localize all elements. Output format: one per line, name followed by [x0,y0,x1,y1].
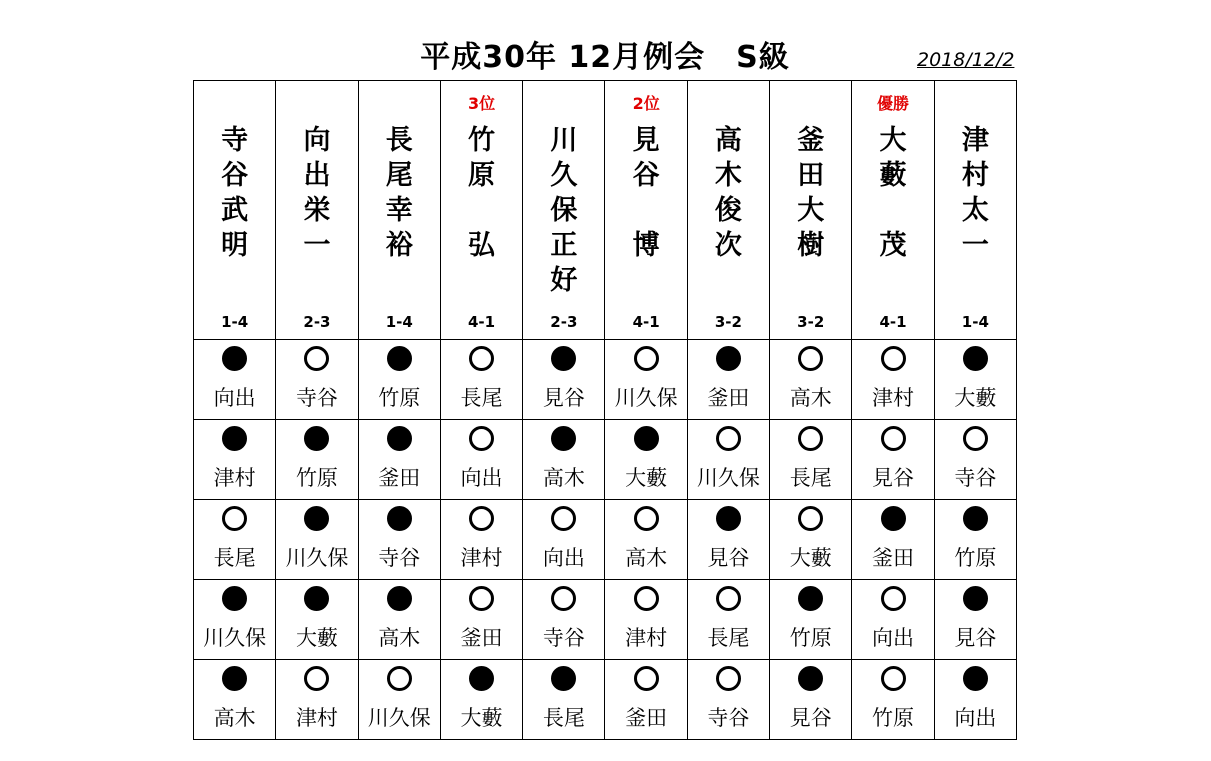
player-name: 津 村 太 一 [961,125,989,261]
player-rank [770,91,851,111]
loss-circle-icon [798,586,823,611]
game-cell [276,580,358,660]
win-circle-icon [469,506,494,531]
opponent-name: 向出 [460,466,503,490]
game-cell [440,420,522,500]
opponent-name: 向出 [213,386,256,410]
opponent-name: 寺谷 [542,626,585,650]
player-rank [194,91,275,111]
result-mark [523,506,604,540]
game-cell [770,660,852,740]
opponent-name: 釜田 [872,546,915,570]
opponent-name: 向出 [542,546,585,570]
win-circle-icon [304,666,329,691]
result-mark [359,426,440,460]
result-mark [523,426,604,460]
game-cell [605,500,687,580]
loss-circle-icon [798,666,823,691]
opponent-name: 竹原 [872,706,915,730]
player-rank [688,91,769,111]
result-mark [935,506,1016,540]
player-score: 4-1 [879,313,907,331]
result-mark [688,586,769,620]
game-cell [523,500,605,580]
game-round-row [194,420,1017,500]
player-header-cell [276,81,358,340]
game-cell [523,340,605,420]
result-mark [441,426,522,460]
game-cell [358,500,440,580]
result-mark [852,586,933,620]
result-mark [605,506,686,540]
game-cell [194,340,276,420]
game-cell [687,580,769,660]
opponent-name: 川久保 [614,386,678,410]
game-cell [934,580,1016,660]
win-circle-icon [304,346,329,371]
win-circle-icon [469,586,494,611]
loss-circle-icon [963,666,988,691]
opponent-name: 寺谷 [295,386,338,410]
win-circle-icon [881,666,906,691]
opponent-name: 竹原 [378,386,421,410]
player-score: 3-2 [797,313,825,331]
opponent-name: 釜田 [378,466,421,490]
player-score: 2-3 [303,313,331,331]
loss-circle-icon [304,506,329,531]
opponent-name: 川久保 [203,626,267,650]
game-cell [358,420,440,500]
game-cell [440,340,522,420]
game-round-row [194,340,1017,420]
game-cell [440,580,522,660]
player-rank: 2位 [632,94,660,113]
opponent-name: 川久保 [367,706,431,730]
result-mark [194,666,275,700]
game-cell [605,420,687,500]
game-cell [440,500,522,580]
opponent-name: 長尾 [707,626,750,650]
opponent-name: 釜田 [460,626,503,650]
result-mark [605,666,686,700]
loss-circle-icon [222,666,247,691]
player-score: 1-4 [385,313,413,331]
result-mark [441,666,522,700]
opponent-name: 寺谷 [707,706,750,730]
player-name: 釜 田 大 樹 [797,125,825,261]
player-header-cell [358,81,440,340]
player-score: 3-2 [714,313,742,331]
player-header-cell [605,81,687,340]
result-mark [276,506,357,540]
game-round-row [194,500,1017,580]
opponent-name: 長尾 [213,546,256,570]
game-cell [523,420,605,500]
result-mark [688,666,769,700]
result-mark [359,666,440,700]
player-score: 4-1 [632,313,660,331]
game-cell [687,340,769,420]
result-mark [276,426,357,460]
win-circle-icon [469,426,494,451]
opponent-name: 大藪 [295,626,338,650]
result-mark [276,666,357,700]
win-circle-icon [634,346,659,371]
result-mark [688,506,769,540]
win-circle-icon [387,666,412,691]
win-circle-icon [881,346,906,371]
loss-circle-icon [963,346,988,371]
loss-circle-icon [304,426,329,451]
loss-circle-icon [469,666,494,691]
game-cell [852,340,934,420]
opponent-name: 竹原 [295,466,338,490]
game-cell [852,500,934,580]
page-title: 平成30年 12月例会 S級 [420,40,790,75]
player-score: 2-3 [550,313,578,331]
opponent-name: 川久保 [285,546,349,570]
game-cell [523,580,605,660]
player-name: 向 出 栄 一 [303,125,331,261]
result-mark [194,586,275,620]
loss-circle-icon [304,586,329,611]
result-mark [770,586,851,620]
opponent-name: 竹原 [954,546,997,570]
result-mark [523,346,604,380]
game-cell [194,420,276,500]
result-mark [194,426,275,460]
player-header-row [194,81,1017,340]
player-header-cell [194,81,276,340]
opponent-name: 見谷 [954,626,997,650]
opponent-name: 見谷 [542,386,585,410]
game-cell [276,660,358,740]
result-mark [359,346,440,380]
opponent-name: 津村 [213,466,256,490]
game-cell [605,340,687,420]
opponent-name: 釜田 [625,706,668,730]
win-circle-icon [551,506,576,531]
player-header-cell [440,81,522,340]
opponent-name: 長尾 [460,386,503,410]
loss-circle-icon [387,426,412,451]
result-mark [605,426,686,460]
player-name: 竹 原 弘 [468,125,496,261]
player-rank [359,91,440,111]
result-mark [359,586,440,620]
player-rank: 3位 [467,94,496,113]
opponent-name: 大藪 [789,546,832,570]
win-circle-icon [963,426,988,451]
opponent-name: 長尾 [542,706,585,730]
player-name: 寺 谷 武 明 [221,125,249,261]
game-cell [687,660,769,740]
player-header-cell [770,81,852,340]
player-score: 1-4 [961,313,989,331]
game-cell [934,500,1016,580]
game-round-row [194,580,1017,660]
game-cell [523,660,605,740]
result-mark [194,506,275,540]
opponent-name: 高木 [378,626,421,650]
results-table [193,80,1017,740]
result-mark [276,346,357,380]
game-cell [194,660,276,740]
opponent-name: 見谷 [707,546,750,570]
win-circle-icon [716,426,741,451]
player-name: 見 谷 博 [632,125,660,261]
loss-circle-icon [963,506,988,531]
opponent-name: 高木 [542,466,585,490]
result-mark [441,506,522,540]
loss-circle-icon [551,346,576,371]
player-rank [935,91,1016,111]
result-mark [194,346,275,380]
result-mark [770,666,851,700]
game-cell [276,340,358,420]
game-cell [770,580,852,660]
opponent-name: 高木 [213,706,256,730]
loss-circle-icon [634,426,659,451]
loss-circle-icon [222,346,247,371]
result-mark [852,506,933,540]
game-cell [358,660,440,740]
result-mark [770,506,851,540]
player-rank: 優勝 [877,94,910,113]
win-circle-icon [798,506,823,531]
opponent-name: 竹原 [789,626,832,650]
game-cell [770,340,852,420]
loss-circle-icon [716,506,741,531]
game-cell [770,500,852,580]
win-circle-icon [716,666,741,691]
game-cell [276,500,358,580]
game-cell [194,580,276,660]
game-cell [276,420,358,500]
player-header-cell [852,81,934,340]
player-name: 高 木 俊 次 [714,125,742,261]
result-mark [523,666,604,700]
opponent-name: 津村 [625,626,668,650]
opponent-name: 川久保 [696,466,760,490]
win-circle-icon [222,506,247,531]
opponent-name: 津村 [872,386,915,410]
loss-circle-icon [716,346,741,371]
win-circle-icon [634,666,659,691]
win-circle-icon [798,426,823,451]
loss-circle-icon [387,506,412,531]
opponent-name: 見谷 [789,706,832,730]
loss-circle-icon [387,586,412,611]
opponent-name: 大藪 [625,466,668,490]
game-cell [358,580,440,660]
loss-circle-icon [881,506,906,531]
loss-circle-icon [222,586,247,611]
loss-circle-icon [387,346,412,371]
loss-circle-icon [551,666,576,691]
game-cell [605,580,687,660]
game-cell [358,340,440,420]
result-mark [770,426,851,460]
opponent-name: 寺谷 [378,546,421,570]
result-mark [688,346,769,380]
player-header-cell [687,81,769,340]
win-circle-icon [881,426,906,451]
result-mark [605,346,686,380]
game-cell [687,500,769,580]
player-name: 長 尾 幸 裕 [385,125,413,261]
game-cell [852,660,934,740]
result-mark [359,506,440,540]
win-circle-icon [551,586,576,611]
result-mark [935,426,1016,460]
result-mark [770,346,851,380]
win-circle-icon [469,346,494,371]
result-mark [852,426,933,460]
game-cell [440,660,522,740]
result-mark [688,426,769,460]
opponent-name: 津村 [295,706,338,730]
opponent-name: 寺谷 [954,466,997,490]
opponent-name: 向出 [954,706,997,730]
game-cell [687,420,769,500]
opponent-name: 長尾 [789,466,832,490]
opponent-name: 高木 [789,386,832,410]
win-circle-icon [881,586,906,611]
game-cell [934,420,1016,500]
player-rank [276,91,357,111]
player-score: 1-4 [221,313,249,331]
result-mark [441,346,522,380]
result-mark [605,586,686,620]
opponent-name: 釜田 [707,386,750,410]
result-mark [523,586,604,620]
player-header-cell [934,81,1016,340]
game-cell [934,660,1016,740]
win-circle-icon [634,586,659,611]
loss-circle-icon [222,426,247,451]
event-date: 2018/12/2 [917,49,1015,71]
game-cell [770,420,852,500]
win-circle-icon [798,346,823,371]
game-cell [852,420,934,500]
game-round-row [194,660,1017,740]
opponent-name: 見谷 [872,466,915,490]
game-cell [852,580,934,660]
result-mark [852,666,933,700]
player-name: 川 久 保 正 好 [550,125,578,296]
opponent-name: 津村 [460,546,503,570]
loss-circle-icon [963,586,988,611]
result-mark [276,586,357,620]
win-circle-icon [634,506,659,531]
game-cell [605,660,687,740]
player-header-cell [523,81,605,340]
opponent-name: 高木 [625,546,668,570]
loss-circle-icon [551,426,576,451]
result-mark [935,346,1016,380]
opponent-name: 大藪 [954,386,997,410]
player-rank [523,91,604,111]
player-name: 大 藪 茂 [879,125,907,261]
result-mark [935,586,1016,620]
result-mark [441,586,522,620]
game-cell [194,500,276,580]
opponent-name: 大藪 [460,706,503,730]
game-cell [934,340,1016,420]
player-score: 4-1 [467,313,496,331]
result-mark [935,666,1016,700]
opponent-name: 向出 [872,626,915,650]
result-mark [852,346,933,380]
win-circle-icon [716,586,741,611]
